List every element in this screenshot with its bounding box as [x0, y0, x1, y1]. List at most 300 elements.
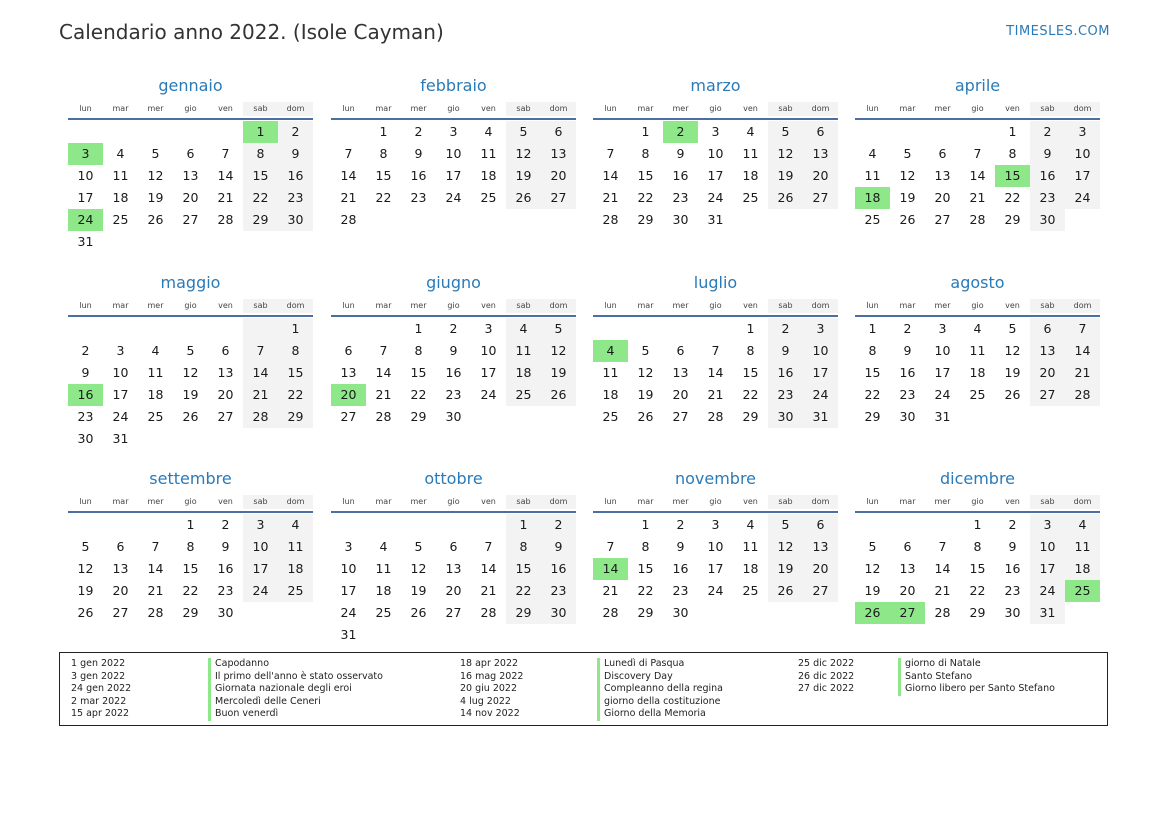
day-cell: 14: [340, 168, 357, 183]
month-maggio: [68, 271, 313, 450]
day-cell: 9: [81, 365, 90, 380]
day-cell: 8: [641, 146, 650, 161]
header-divider: [593, 118, 838, 120]
legend-dates-col-1: [71, 658, 131, 721]
weekday-label: mar: [637, 301, 654, 310]
day-cell: 7: [711, 343, 720, 358]
day-cell: 5: [506, 121, 541, 143]
day-cell: 18: [375, 583, 392, 598]
weekday-label: mer: [934, 301, 951, 310]
weekday-label: sab: [243, 495, 278, 509]
day-cell: 11: [112, 168, 129, 183]
weekday-label: lun: [604, 104, 617, 113]
day-cell: 5: [903, 146, 912, 161]
empty-cell: [436, 624, 471, 646]
day-cell: 26: [1004, 387, 1021, 402]
day-cell: 31: [934, 409, 951, 424]
empty-cell: [593, 121, 628, 143]
month-name: novembre: [674, 469, 757, 488]
day-cell: 25: [969, 387, 986, 402]
day-cell: 30: [672, 605, 689, 620]
day-cell: 7: [344, 146, 353, 161]
empty-cell: [803, 602, 838, 624]
day-cell: 7: [379, 343, 388, 358]
day-cell: 17: [803, 362, 838, 384]
month-ottobre: [331, 467, 576, 646]
weekday-label: lun: [866, 104, 879, 113]
weekday-label: dom: [803, 495, 838, 509]
weekday-label: mar: [375, 104, 392, 113]
empty-cell: [68, 318, 103, 340]
holiday-legend: [59, 652, 1108, 726]
day-cell: 15: [243, 165, 278, 187]
day-grid: [331, 121, 576, 231]
day-cell: 28: [147, 605, 164, 620]
legend-names-col-2: [597, 658, 723, 721]
weekday-label: gio: [184, 301, 197, 310]
month-dicembre: [855, 467, 1100, 624]
day-grid: [331, 318, 576, 428]
empty-cell: [541, 406, 576, 428]
day-cell: 2: [676, 517, 685, 532]
header-divider: [68, 315, 313, 317]
empty-cell: [138, 318, 173, 340]
legend-names-col-3: [898, 658, 1055, 696]
day-cell: 17: [480, 365, 497, 380]
empty-cell: [506, 406, 541, 428]
day-cell: 4: [746, 124, 755, 139]
day-cell: 3: [344, 539, 353, 554]
day-cell: 19: [147, 190, 164, 205]
month-name: ottobre: [424, 469, 483, 488]
weekday-header: [68, 299, 313, 313]
day-cell: 19: [899, 190, 916, 205]
day-cell: 23: [410, 190, 427, 205]
day-cell: 6: [1030, 318, 1065, 340]
empty-cell: [138, 514, 173, 536]
day-cell: 23: [672, 583, 689, 598]
day-cell: 19: [541, 362, 576, 384]
day-cell: 27: [112, 605, 129, 620]
page-title: Calendario anno 2022. (Isole Cayman): [59, 20, 444, 44]
day-cell: 6: [803, 514, 838, 536]
day-cell: 11: [278, 536, 313, 558]
month-name: aprile: [954, 76, 1001, 95]
day-cell: 12: [1004, 343, 1021, 358]
weekday-label: sab: [768, 299, 803, 313]
weekday-header: [331, 495, 576, 509]
day-cell: 26: [855, 602, 890, 624]
empty-cell: [1065, 406, 1100, 428]
day-cell: 13: [182, 168, 199, 183]
day-cell: 4: [1065, 514, 1100, 536]
day-grid: [68, 318, 313, 450]
day-cell: 16: [768, 362, 803, 384]
day-cell: 11: [1065, 536, 1100, 558]
day-cell: 21: [375, 387, 392, 402]
weekday-label: lun: [342, 301, 355, 310]
day-cell: 17: [77, 190, 94, 205]
empty-cell: [436, 209, 471, 231]
day-cell: 7: [243, 340, 278, 362]
day-cell: 30: [768, 406, 803, 428]
day-cell: 22: [742, 387, 759, 402]
day-cell: 28: [375, 409, 392, 424]
day-cell: 16: [672, 168, 689, 183]
day-cell: 10: [445, 146, 462, 161]
day-cell: 15: [375, 168, 392, 183]
day-cell: 13: [541, 143, 576, 165]
day-cell: 16: [68, 384, 103, 406]
day-cell: 21: [969, 190, 986, 205]
weekday-label: mer: [410, 301, 427, 310]
month-settembre: [68, 467, 313, 624]
day-cell: 17: [707, 561, 724, 576]
empty-cell: [401, 514, 436, 536]
day-cell: 13: [340, 365, 357, 380]
weekday-label: gio: [447, 301, 460, 310]
day-cell: 19: [410, 583, 427, 598]
day-cell: 8: [243, 143, 278, 165]
day-cell: 11: [147, 365, 164, 380]
day-cell: 2: [221, 517, 230, 532]
day-cell: 22: [375, 190, 392, 205]
empty-cell: [506, 209, 541, 231]
day-cell: 25: [480, 190, 497, 205]
day-cell: 29: [410, 409, 427, 424]
day-grid: [855, 514, 1100, 624]
day-cell: 22: [637, 583, 654, 598]
weekday-label: lun: [866, 301, 879, 310]
day-cell: 2: [449, 321, 458, 336]
legend-holiday-name: Compleanno della regina: [604, 683, 723, 695]
day-cell: 21: [340, 190, 357, 205]
day-cell: 10: [340, 561, 357, 576]
day-cell: 9: [1008, 539, 1017, 554]
weekday-label: dom: [803, 299, 838, 313]
day-cell: 3: [711, 517, 720, 532]
day-cell: 3: [484, 321, 493, 336]
weekday-label: lun: [604, 301, 617, 310]
day-cell: 20: [541, 165, 576, 187]
empty-cell: [995, 406, 1030, 428]
day-cell: 18: [602, 387, 619, 402]
header-divider: [331, 118, 576, 120]
day-cell: 23: [672, 190, 689, 205]
day-cell: 9: [278, 143, 313, 165]
day-cell: 3: [116, 343, 125, 358]
month-name: gennaio: [158, 76, 223, 95]
header-divider: [68, 118, 313, 120]
day-cell: 27: [541, 187, 576, 209]
day-cell: 1: [278, 318, 313, 340]
day-cell: 13: [803, 536, 838, 558]
day-cell: 1: [243, 121, 278, 143]
day-cell: 25: [864, 212, 881, 227]
weekday-label: gio: [709, 497, 722, 506]
day-cell: 2: [1008, 517, 1017, 532]
day-cell: 29: [742, 409, 759, 424]
day-cell: 9: [449, 343, 458, 358]
legend-holiday-name: Santo Stefano: [905, 670, 973, 682]
day-cell: 26: [147, 212, 164, 227]
day-cell: 23: [768, 384, 803, 406]
day-grid: [593, 121, 838, 231]
weekday-label: sab: [1030, 102, 1065, 116]
weekday-label: mar: [112, 301, 129, 310]
day-cell: 22: [637, 190, 654, 205]
day-cell: 27: [340, 409, 357, 424]
empty-cell: [960, 406, 995, 428]
month-name: settembre: [149, 469, 232, 488]
day-cell: 22: [410, 387, 427, 402]
day-cell: 13: [672, 365, 689, 380]
day-cell: 3: [803, 318, 838, 340]
day-cell: 6: [938, 146, 947, 161]
month-name: febbraio: [420, 76, 487, 95]
day-cell: 6: [116, 539, 125, 554]
day-cell: 1: [1008, 124, 1017, 139]
day-cell: 27: [934, 212, 951, 227]
day-cell: 13: [445, 561, 462, 576]
empty-cell: [243, 602, 278, 624]
legend-holiday-name: Discovery Day: [604, 670, 673, 682]
weekday-header: [593, 299, 838, 313]
header-divider: [68, 511, 313, 513]
day-cell: 13: [1030, 340, 1065, 362]
day-cell: 15: [742, 365, 759, 380]
day-cell: 27: [672, 409, 689, 424]
weekday-label: ven: [218, 301, 233, 310]
day-cell: 17: [707, 168, 724, 183]
empty-cell: [663, 318, 698, 340]
day-cell: 7: [606, 539, 615, 554]
day-cell: 24: [803, 384, 838, 406]
day-cell: 15: [995, 165, 1030, 187]
empty-cell: [138, 121, 173, 143]
day-cell: 9: [903, 343, 912, 358]
weekday-label: sab: [243, 299, 278, 313]
day-cell: 12: [637, 365, 654, 380]
day-cell: 15: [864, 365, 881, 380]
day-cell: 7: [151, 539, 160, 554]
legend-date: 26 dic 2022: [798, 670, 855, 682]
weekday-label: dom: [1065, 299, 1100, 313]
empty-cell: [593, 514, 628, 536]
day-cell: 1: [641, 517, 650, 532]
header-divider: [331, 511, 576, 513]
month-name: marzo: [690, 76, 741, 95]
day-cell: 20: [112, 583, 129, 598]
empty-cell: [960, 121, 995, 143]
weekday-label: mar: [375, 497, 392, 506]
weekday-label: gio: [709, 301, 722, 310]
day-cell: 14: [593, 558, 628, 580]
weekday-label: mer: [672, 104, 689, 113]
legend-dates-col-3: [798, 658, 854, 696]
day-cell: 7: [973, 146, 982, 161]
day-cell: 11: [506, 340, 541, 362]
day-cell: 17: [1065, 165, 1100, 187]
weekday-label: ven: [218, 104, 233, 113]
day-cell: 28: [480, 605, 497, 620]
day-cell: 10: [707, 539, 724, 554]
day-cell: 8: [746, 343, 755, 358]
legend-date: 24 gen 2022: [71, 683, 132, 695]
day-cell: 5: [541, 318, 576, 340]
day-cell: 9: [676, 539, 685, 554]
day-cell: 24: [112, 409, 129, 424]
day-cell: 19: [864, 583, 881, 598]
day-cell: 14: [375, 365, 392, 380]
weekday-header: [593, 102, 838, 116]
day-grid: [331, 514, 576, 646]
day-cell: 2: [541, 514, 576, 536]
day-cell: 4: [278, 514, 313, 536]
weekday-label: dom: [803, 102, 838, 116]
day-cell: 4: [868, 146, 877, 161]
day-cell: 8: [186, 539, 195, 554]
day-cell: 10: [1065, 143, 1100, 165]
weekday-header: [855, 102, 1100, 116]
weekday-label: ven: [743, 104, 758, 113]
day-cell: 23: [77, 409, 94, 424]
header-divider: [593, 511, 838, 513]
month-luglio: [593, 271, 838, 428]
weekday-label: lun: [79, 104, 92, 113]
day-cell: 24: [1030, 580, 1065, 602]
empty-cell: [331, 121, 366, 143]
empty-cell: [278, 428, 313, 450]
weekday-label: sab: [506, 102, 541, 116]
empty-cell: [208, 231, 243, 253]
day-cell: 28: [707, 409, 724, 424]
day-cell: 8: [868, 343, 877, 358]
month-name: maggio: [160, 273, 221, 292]
day-cell: 8: [414, 343, 423, 358]
empty-cell: [925, 514, 960, 536]
day-cell: 21: [147, 583, 164, 598]
legend-holiday-name: Il primo dell'anno è stato osservato: [215, 670, 383, 682]
legend-holiday-name: giorno della costituzione: [604, 695, 721, 707]
legend-holiday-name: Buon venerdì: [215, 708, 279, 720]
day-cell: 27: [1030, 384, 1065, 406]
day-cell: 31: [112, 431, 129, 446]
empty-cell: [173, 428, 208, 450]
month-febbraio: [331, 74, 576, 231]
day-cell: 2: [903, 321, 912, 336]
day-cell: 3: [1065, 121, 1100, 143]
day-cell: 11: [602, 365, 619, 380]
day-grid: [68, 121, 313, 253]
empty-cell: [243, 231, 278, 253]
day-cell: 1: [868, 321, 877, 336]
day-cell: 30: [1004, 605, 1021, 620]
weekday-label: dom: [541, 495, 576, 509]
day-cell: 28: [243, 406, 278, 428]
day-cell: 8: [278, 340, 313, 362]
empty-cell: [768, 602, 803, 624]
weekday-label: ven: [1005, 104, 1020, 113]
legend-holiday-name: Giornata nazionale degli eroi: [215, 683, 352, 695]
day-cell: 12: [147, 168, 164, 183]
month-giugno: [331, 271, 576, 428]
day-cell: 30: [278, 209, 313, 231]
day-cell: 1: [746, 321, 755, 336]
empty-cell: [278, 602, 313, 624]
day-cell: 15: [410, 365, 427, 380]
legend-holiday-name: Mercoledì delle Ceneri: [215, 695, 321, 707]
day-cell: 22: [864, 387, 881, 402]
day-cell: 16: [410, 168, 427, 183]
day-cell: 18: [742, 561, 759, 576]
day-cell: 26: [541, 384, 576, 406]
day-cell: 10: [77, 168, 94, 183]
day-cell: 14: [969, 168, 986, 183]
day-cell: 5: [868, 539, 877, 554]
month-name: giugno: [426, 273, 481, 292]
day-cell: 5: [81, 539, 90, 554]
day-cell: 27: [445, 605, 462, 620]
weekday-header: [331, 299, 576, 313]
brand-link[interactable]: TIMESLES.COM: [1006, 24, 1110, 39]
day-cell: 29: [182, 605, 199, 620]
day-cell: 1: [973, 517, 982, 532]
day-cell: 12: [506, 143, 541, 165]
day-cell: 6: [676, 343, 685, 358]
day-cell: 18: [278, 558, 313, 580]
legend-date: 1 gen 2022: [71, 658, 126, 669]
day-cell: 9: [768, 340, 803, 362]
day-cell: 22: [1004, 190, 1021, 205]
day-cell: 17: [243, 558, 278, 580]
day-cell: 25: [602, 409, 619, 424]
day-cell: 11: [969, 343, 986, 358]
day-cell: 20: [672, 387, 689, 402]
month-name: luglio: [693, 273, 738, 292]
month-name: agosto: [950, 273, 1005, 292]
weekday-label: mer: [672, 497, 689, 506]
weekday-label: gio: [184, 497, 197, 506]
day-cell: 3: [449, 124, 458, 139]
empty-cell: [401, 624, 436, 646]
day-cell: 15: [637, 561, 654, 576]
day-cell: 31: [1030, 602, 1065, 624]
empty-cell: [733, 209, 768, 231]
weekday-label: lun: [342, 104, 355, 113]
legend-names-col-1: [208, 658, 383, 721]
weekday-label: ven: [1005, 301, 1020, 310]
day-cell: 17: [934, 365, 951, 380]
day-cell: 30: [541, 602, 576, 624]
weekday-label: sab: [506, 495, 541, 509]
day-cell: 11: [375, 561, 392, 576]
weekday-label: mer: [934, 104, 951, 113]
day-cell: 19: [77, 583, 94, 598]
empty-cell: [138, 428, 173, 450]
day-cell: 14: [934, 561, 951, 576]
legend-date: 14 nov 2022: [460, 708, 520, 720]
day-cell: 9: [541, 536, 576, 558]
legend-date: 4 lug 2022: [460, 695, 511, 707]
day-cell: 9: [414, 146, 423, 161]
weekday-label: mer: [410, 104, 427, 113]
weekday-header: [855, 299, 1100, 313]
day-cell: 19: [637, 387, 654, 402]
empty-cell: [733, 602, 768, 624]
day-cell: 7: [1065, 318, 1100, 340]
legend-holiday-name: Giorno libero per Santo Stefano: [905, 683, 1055, 695]
